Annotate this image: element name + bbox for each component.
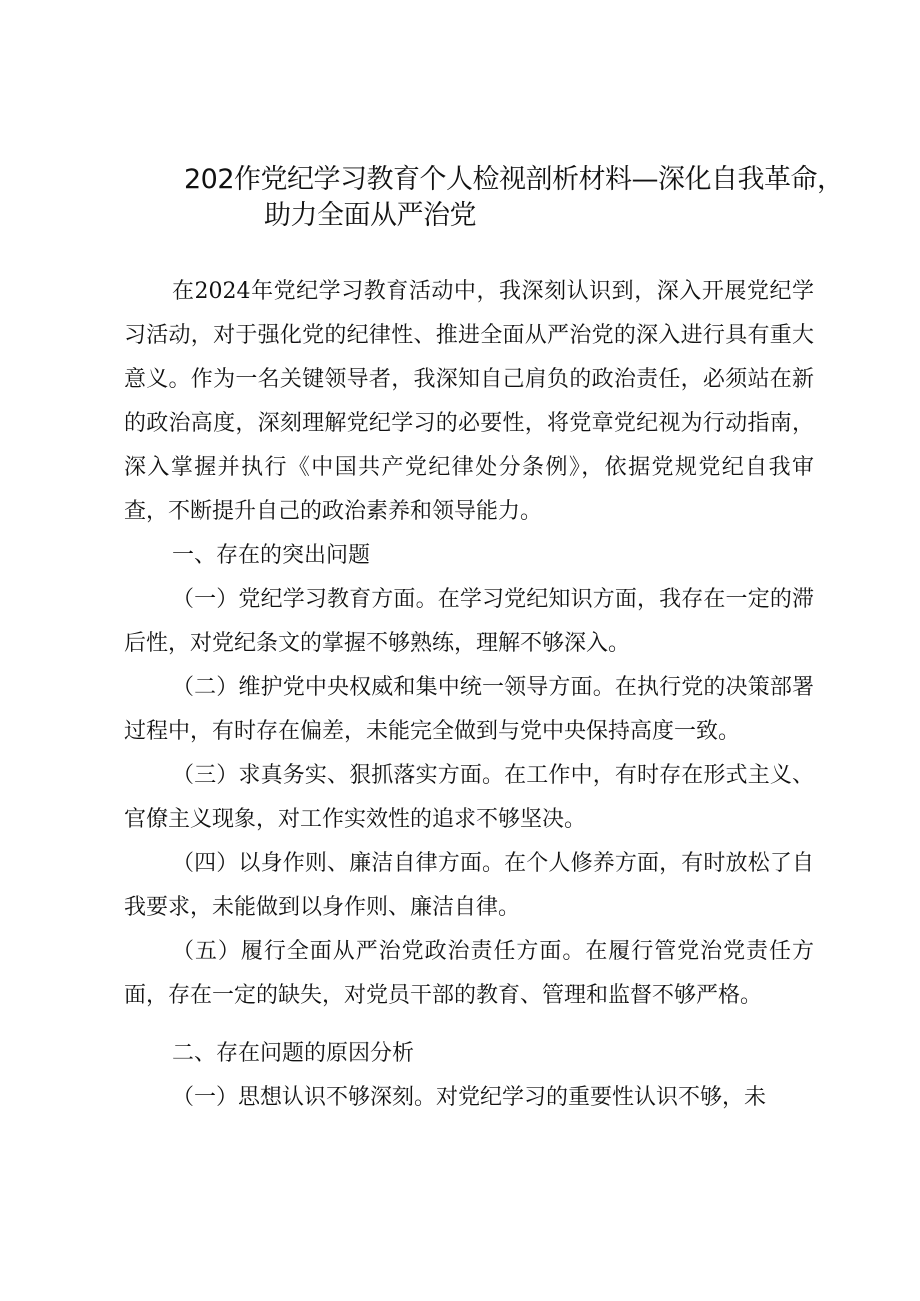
- section-1-item-4: （四）以身作则、廉洁自律方面。在个人修养方面，有时放松了自我要求，未能做到以身作则、廉洁自律。: [124, 851, 814, 920]
- section-1-item-5: （五）履行全面从严治党政治责任方面。在履行管党治党责任方面，存在一定的缺失，对党员干部的教育、管理和监督不够严格。: [124, 939, 814, 1008]
- section-1-item-3: （三）求真务实、狠抓落实方面。在工作中，有时存在形式主义、官僚主义现象，对工作实效性的追求不够坚决。: [124, 763, 814, 832]
- section-1-item-2: （二）维护党中央权威和集中统一领导方面。在执行党的决策部署过程中，有时存在偏差，未能完全做到与党中央保持高度一致。: [124, 675, 814, 744]
- title-line-1: 202作党纪学习教育个人检视剖析材料—深化自我革命，: [184, 164, 844, 195]
- section-2-item-1: （一）思想认识不够深刻。对党纪学习的重要性认识不够，未: [172, 1085, 767, 1110]
- document-body: [124, 270, 814, 1120]
- section-2-heading: 二、存在问题的原因分析: [172, 1041, 415, 1066]
- title-line-2: 助力全面从严治党: [264, 200, 476, 231]
- section-1-heading: 一、存在的突出问题: [172, 543, 371, 568]
- section-1-item-1: （一）党纪学习教育方面。在学习党纪知识方面，我存在一定的滞后性，对党纪条文的掌握不够熟练，理解不够深入。: [124, 587, 814, 656]
- section-gap: [124, 1018, 814, 1032]
- document-title: [122, 162, 862, 234]
- intro-paragraph: 在2024年党纪学习教育活动中，我深刻认识到，深入开展党纪学习活动，对于强化党的纪律性、推进全面从严治党的深入进行具有重大意义。作为一名关键领导者，我深知自己肩负的政治责任，必须站在新的政治高度，深刻理解党纪学习的必要性，将党章党纪视为行动指南，深入掌握并执行《中国共产党纪律处分条例》，依据党规党纪自我审查，不断提升自己的政治素养和领导能力。: [124, 279, 814, 524]
